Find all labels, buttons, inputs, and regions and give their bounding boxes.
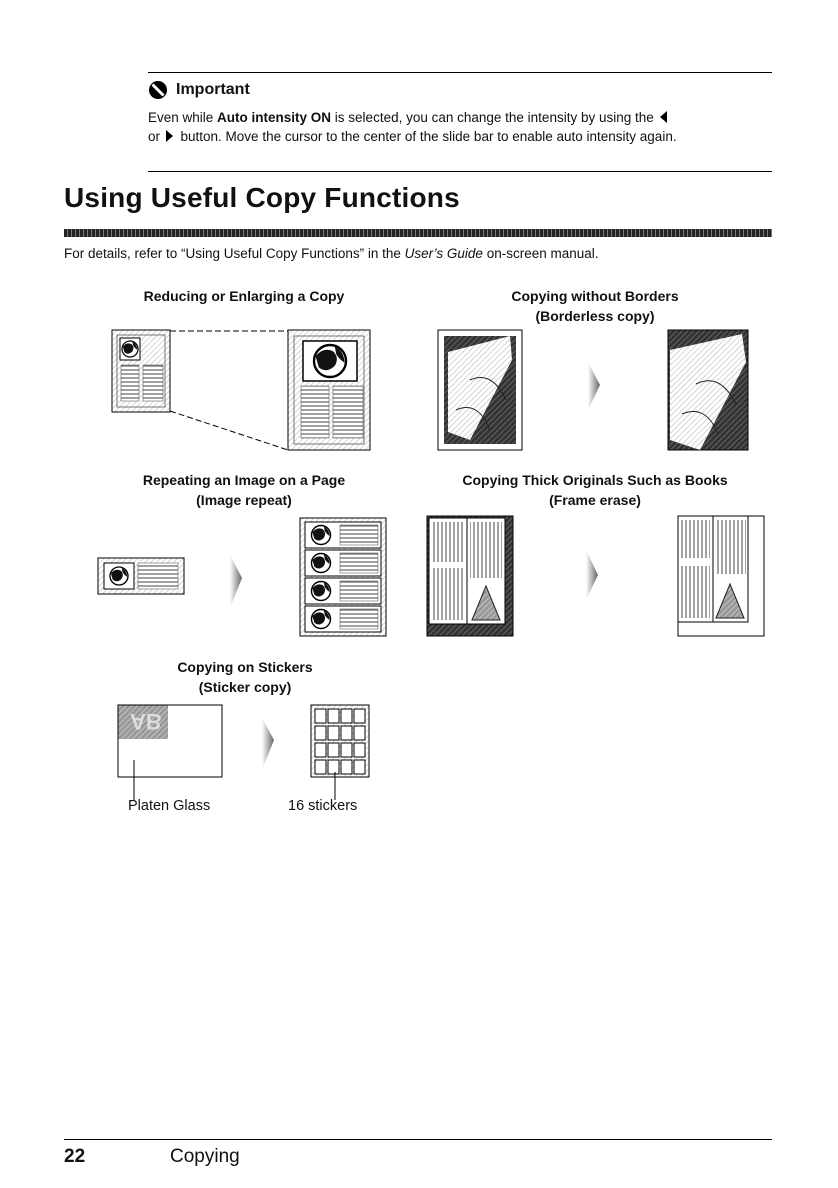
platen-glass-label: Platen Glass bbox=[128, 798, 211, 814]
frame-erase-illustration bbox=[427, 516, 764, 636]
reduce-enlarge-illustration bbox=[112, 330, 370, 450]
borderless-illustration bbox=[438, 330, 748, 450]
page-number: 22 bbox=[64, 1146, 86, 1167]
mirrored-label: AB bbox=[130, 709, 162, 734]
footer-rule bbox=[64, 1139, 772, 1140]
frame-erase-caption: Copying Thick Originals Such as Books (Frame erase) bbox=[462, 472, 728, 508]
sticker-copy-caption: Copying on Stickers (Sticker copy) bbox=[177, 659, 313, 695]
image-repeat-caption: Repeating an Image on a Page (Image repeat) bbox=[142, 472, 346, 508]
image-repeat-illustration bbox=[98, 518, 386, 636]
section-name: Copying bbox=[170, 1146, 240, 1167]
intro-text: For details, refer to “Using Useful Copy Functions” in the User’s Guide on-screen manual. bbox=[64, 246, 599, 261]
sixteen-stickers-label: 16 stickers bbox=[288, 798, 358, 814]
sticker-copy-illustration bbox=[118, 705, 369, 800]
reduce-enlarge-caption: Reducing or Enlarging a Copy bbox=[143, 288, 345, 304]
borderless-caption: Copying without Borders (Borderless copy) bbox=[511, 288, 679, 324]
page-title: Using Useful Copy Functions bbox=[64, 182, 460, 213]
important-text: Even while Auto intensity ON is selected, you can change the intensity by using the or button. Move the cursor to the center of the slide bar to enable auto intensity again. bbox=[148, 110, 677, 144]
important-title: Important bbox=[176, 81, 250, 98]
